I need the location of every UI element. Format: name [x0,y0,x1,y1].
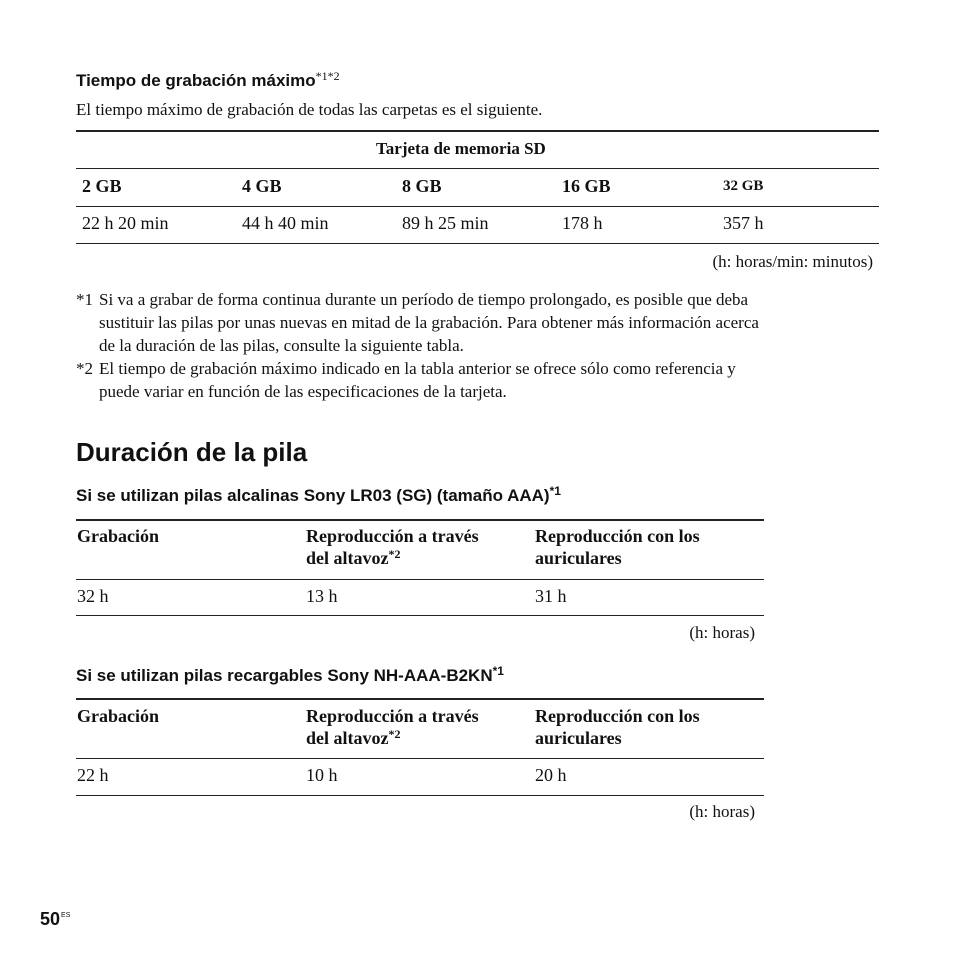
unit-note: (h: horas/min: minutos) [712,252,873,271]
unit-note: (h: horas) [689,802,755,821]
heading-text: Si se utilizan pilas alcalinas Sony LR03 (SG) (tamaño AAA) [76,486,550,505]
table-cell: 89 h 25 min [402,213,489,233]
rechargeable-heading [76,666,504,686]
heading-text: Si se utilizan pilas recargables Sony NH-AAA-B2KN [76,666,493,685]
table-cell: 357 h [723,213,764,233]
heading-footnote-ref: *1 [492,664,504,678]
alkaline-heading [76,486,561,506]
heading-footnote-refs: *1*2 [315,69,340,83]
column-header-8gb: 8 GB [402,176,442,196]
table-rule [76,579,764,580]
table-cell: 20 h [535,765,567,785]
footnote-2 [76,357,886,405]
footnote-line: Si va a grabar de forma continua durante un período de tiempo prolongado, es posible que deba [99,290,749,309]
table-rule-bottom [76,243,879,244]
column-header-4gb: 4 GB [242,176,282,196]
footnote-line: El tiempo de grabación máximo indicado en la tabla anterior se ofrece sólo como referencia y [99,359,736,378]
table-rule [76,168,879,169]
section-heading-max-recording-time [76,71,340,91]
footnote-mark: *2 [76,359,93,378]
footnote-line: puede variar en función de las especificaciones de la tarjeta. [99,382,507,401]
column-header-32gb: 32 GB [723,178,764,194]
table-cell: 22 h 20 min [82,213,169,233]
page-language: ES [61,912,71,919]
table-cell: 31 h [535,586,567,606]
column-header-headphone-playback: Reproducción con los auriculares [535,706,700,748]
column-header-16gb: 16 GB [562,176,611,196]
intro-text: El tiempo máximo de grabación de todas las carpetas es el siguiente. [76,100,543,119]
table-rule [76,758,764,759]
table-cell: 22 h [77,765,109,785]
table-rule-bottom [76,795,764,796]
table-group-header: Tarjeta de memoria SD [376,139,546,158]
table-rule-top [76,698,764,700]
unit-note: (h: horas) [689,623,755,642]
column-header-2gb: 2 GB [82,176,122,196]
column-header-recording: Grabación [77,526,160,546]
heading-footnote-ref: *1 [549,484,561,498]
heading-text: Tiempo de grabación máximo [76,71,316,90]
table-rule-top [76,130,879,132]
table-rule [76,206,879,207]
page-number-value: 50 [40,909,61,929]
column-header-headphone-playback: Reproducción con los auriculares [535,526,700,568]
column-header-speaker-playback: Reproducción a través del altavoz$^{*2}$ [306,706,479,748]
column-header-recording: Grabación [77,706,160,726]
table-cell: 13 h [306,586,338,606]
footnote-mark: *1 [76,290,93,309]
column-header-speaker-playback: Reproducción a través del altavoz$^{*2}$ [306,526,479,568]
footnote-line: sustituir las pilas por unas nuevas en mitad de la grabación. Para obtener más información acerca [99,313,759,332]
table-cell: 32 h [77,586,109,606]
section-heading-battery-life: Duración de la pila [76,437,308,467]
table-cell: 10 h [306,765,338,785]
page-number [40,909,70,930]
footnote-line: de la duración de las pilas, consulte la siguiente tabla. [99,336,464,355]
table-rule-top [76,519,764,521]
table-rule-bottom [76,615,764,616]
table-cell: 44 h 40 min [242,213,329,233]
table-cell: 178 h [562,213,603,233]
footnote-1 [76,288,886,358]
